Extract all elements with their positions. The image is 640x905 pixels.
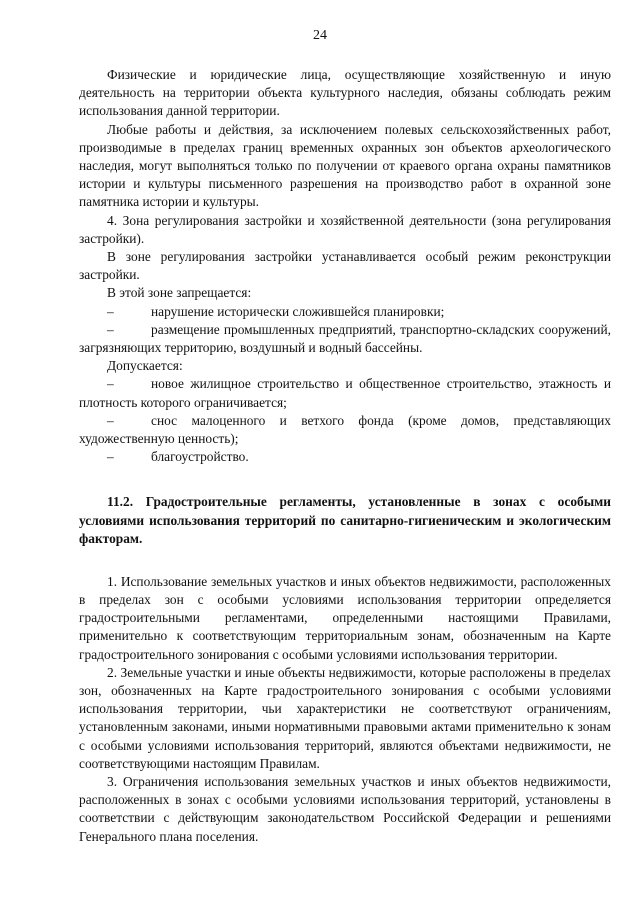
- document-body: [79, 66, 611, 846]
- list-item-text: благоустройство.: [151, 449, 249, 465]
- list-item-allowed: [79, 375, 611, 411]
- paragraph: 1. Использование земельных участков и иных объектов недвижимости, расположенных в пределах зон с особыми условиями использования территории определяется градостроительными регламентами, определенными настоящими Правилами, применительно к соответствующим территориальным зонам, обозначенным на Карте градостроительного зонирования с особыми условиями использования территории.: [79, 573, 611, 662]
- paragraph: В этой зоне запрещается:: [107, 285, 252, 301]
- section-heading: 11.2. Градостроительные регламенты, установленные в зонах с особыми условиями использования территорий по санитарно-гигиеническим и экологическим факторам.: [79, 494, 611, 547]
- list-item-allowed: [79, 448, 611, 466]
- list-item-allowed: [79, 412, 611, 448]
- list-item-prohibited: [79, 321, 611, 357]
- dash-marker: –: [107, 321, 114, 337]
- list-item-text: снос малоценного и ветхого фонда (кроме домов, представляющих художественную ценность);: [79, 412, 611, 447]
- spacer: [79, 549, 611, 573]
- list-item-text: новое жилищное строительство и общественное строительство, этажность и плотность которого ограничивается;: [79, 376, 611, 410]
- paragraph: В зоне регулирования застройки устанавливается особый режим реконструкции застройки.: [79, 249, 611, 283]
- list-item-prohibited: [79, 303, 611, 321]
- paragraph: 2. Земельные участки и иные объекты недвижимости, которые расположены в пределах зон, обозначенных на Карте градостроительного зонирования с особыми условиями использования территории, чьи характеристики не соответствуют ограничениям, установленным законами, иными нормативными правовыми актами применительно к зонам с особыми условиями использования территорий, являются объектами недвижимости, не соответствующими настоящим Правилам.: [79, 664, 611, 771]
- paragraph: 3. Ограничения использования земельных участков и иных объектов недвижимости, расположенных в зонах с особыми условиями использования территорий, установлены в соответствии с действующим законодательством Российской Федерации и решениями Генерального плана поселения.: [79, 773, 611, 844]
- list-item-text: размещение промышленных предприятий, транспортно-складских сооружений, загрязняющих территорию, воздушный и водный бассейны.: [79, 321, 611, 356]
- dash-marker: –: [107, 303, 114, 319]
- list-item-text: нарушение исторически сложившейся планировки;: [151, 303, 445, 319]
- dash-marker: –: [107, 412, 114, 428]
- allowed-label: Допускается:: [107, 358, 183, 374]
- dash-marker: –: [107, 449, 114, 465]
- paragraph: Любые работы и действия, за исключением полевых сельскохозяйственных работ, производимые в пределах границ временных охранных зон объектов археологического наследия, могут выполняться только по получении от краевого органа охраны памятников истории и культуры письменного разрешения на производство работ в охранной зоне памятника истории и культуры.: [79, 121, 611, 210]
- paragraph: 4. Зона регулирования застройки и хозяйственной деятельности (зона регулирования застройки).: [79, 212, 611, 246]
- paragraph: Физические и юридические лица, осуществляющие хозяйственную и иную деятельность на территории объекта культурного наследия, обязаны соблюдать режим использования данной территории.: [79, 67, 611, 119]
- dash-marker: –: [107, 376, 114, 392]
- page-number: 24: [313, 28, 327, 43]
